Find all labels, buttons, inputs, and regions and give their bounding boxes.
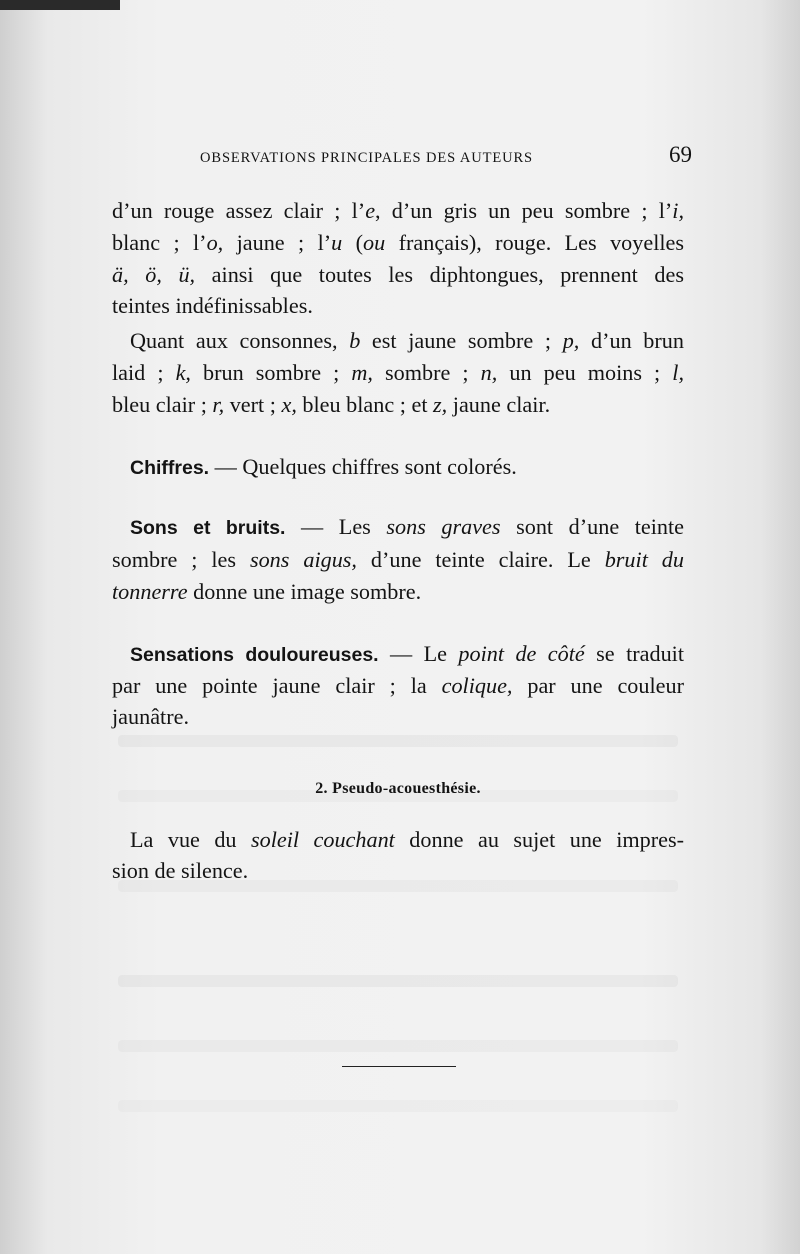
bleed-through [118, 1100, 678, 1112]
text-line: La vue du soleil couchant donne au sujet une impres- [130, 827, 684, 852]
section-heading: 2. Pseudo-acouesthésie. [315, 780, 481, 797]
category-label: Sensations douloureuses. [130, 644, 379, 666]
text-line: laid ; k, brun sombre ; m, sombre ; n, un peu moins ; l, [112, 360, 684, 385]
text-line: Sons et bruits. — Les sons graves sont d’une teinte [130, 514, 685, 539]
text-line: Quant aux consonnes, b est jaune sombre ; p, d’un brun [130, 328, 684, 353]
text-line: jaunâtre. [112, 704, 189, 729]
category-label: Chiffres. [130, 457, 210, 479]
text-line: tonnerre donne une image sombre. [112, 579, 422, 604]
bleed-through [118, 1040, 678, 1052]
text-line: blanc ; l’o, jaune ; l’u (ou français), rouge. Les voyelles [112, 230, 685, 255]
bleed-through [118, 735, 678, 747]
running-title: OBSERVATIONS PRINCIPALES DES AUTEURS [200, 150, 533, 166]
text-line: Sensations douloureuses. — Le point de côté se traduit [130, 641, 684, 666]
text-line: sion de silence. [112, 858, 249, 883]
scan-edge-shadow [0, 0, 120, 10]
text-line: teintes indéfinissables. [112, 293, 313, 318]
text-line: bleu clair ; r, vert ; x, bleu blanc ; et z, jaune clair. [112, 392, 551, 417]
text-line: Chiffres. — Quelques chiffres sont colorés. [130, 454, 517, 479]
page-header [200, 144, 692, 174]
bleed-through [118, 975, 678, 987]
text-line: par une pointe jaune clair ; la colique, par une couleur [112, 673, 684, 698]
end-rule [342, 1066, 456, 1067]
text-line: sombre ; les sons aigus, d’une teinte claire. Le bruit du [112, 547, 684, 572]
text-line: d’un rouge assez clair ; l’e, d’un gris un peu sombre ; l’i, [112, 198, 684, 223]
text-line: ä, ö, ü, ainsi que toutes les diphtongues, prennent des [112, 262, 684, 287]
category-label: Sons et bruits. [130, 517, 286, 539]
page-number: 69 [669, 142, 692, 167]
